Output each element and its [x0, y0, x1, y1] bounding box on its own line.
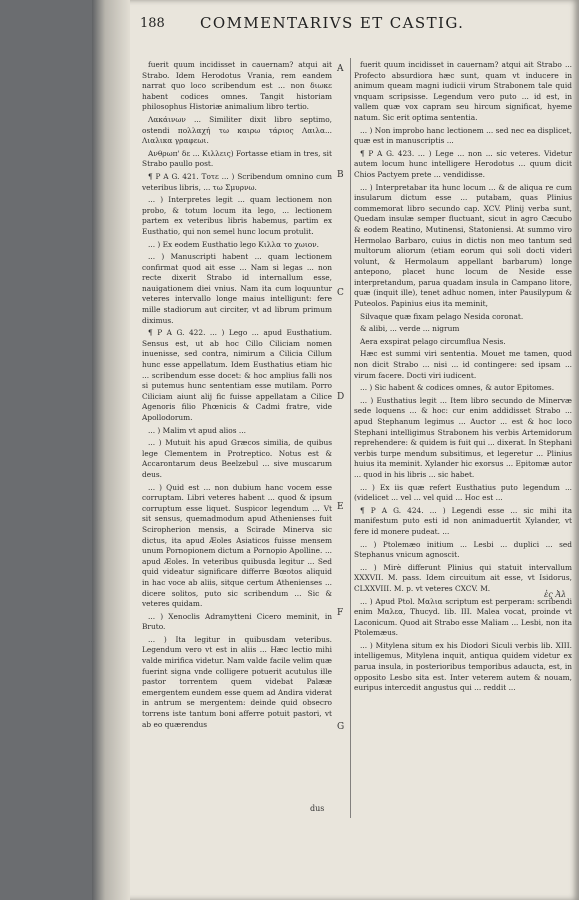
right-column — [354, 60, 572, 696]
paragraph: ... ) Ex iis quæ refert Eusthatius puto legendum ... (videlicet ... vel ... vel quid ... Hoc est ... — [354, 482, 572, 503]
paragraph: ... ) Apud Ptol. Μαλια scriptum est perperam: scribendi enim Μαλεα, Thucyd. lib. III. Malea vocat, proinde vt Laconicum. Quod ait Strabo esse Maliam ... Lesbi, non ita Ptolemæus. — [354, 596, 572, 638]
margin-letter: C — [337, 288, 344, 298]
paragraph: & alibi, ... verde ... nigrum — [360, 324, 460, 334]
paragraph: ... ) Ex eodem Eusthatio lego Κιλλα το χωιον. — [148, 239, 320, 249]
book-page — [92, 0, 579, 900]
paragraph: ... ) Malim vt apud alios ... — [148, 425, 246, 435]
paragraph: Ανθρωπ' δε ... Κιλλεις) Fortasse etiam in tres, sit Strabo paullo post. — [142, 148, 332, 169]
paragraph: ... ) Mirè differunt Plinius qui statuit intervallum XXXVII. M. pass. Idem circuitum ait esse, vt Isidorus, CLXXVIII. M. p. vt veteres CXCV. M. — [354, 562, 572, 593]
paragraph: ¶ P A G. 422. ... ) Lego ... apud Eusthatium. Sensus est, ut ab hoc Cillo Ciliciam nomen inuenisse, sed contra, nimirum a Cilicia Cillum hunc esse appellatum. Idem Eusthatius etiam hic ... scribendum esse docet: & hoc amplius falli nos si putemus hunc sententiam esse mutilam. Porro Ciliciam aiunt alij fic fuisse appellatam a Cilice Agenoris filio Phœnicis & Cadmi fratre, vide Apollodorum. — [142, 328, 332, 422]
paragraph: ... ) Eusthatius legit ... Item libro secundo de Minervæ sede loquens ... & hoc: cur enim addidisset Strabo ... apud Stephanum legimus ... Auctor ... est & hoc loco Stephani intelligimus Strabonem his verbis Artemidorum reprehendere: & quidem is fuit qui ... dixerat. In Stephani verbis turpe mendum subsitimus, et legeretur ... Plinius huius ita meminit. Xylander hic exorsus ... Epitomæ autor ... quod in his libris ... sic habet. — [354, 395, 572, 479]
paragraph: ... ) Xenoclis Adramytteni Cicero meminit, in Bruto. — [142, 611, 332, 632]
page-number: 188 — [140, 16, 165, 31]
paragraph: ¶ P A G. 424. ... ) Legendi esse ... sic mihi ita manifestum puto esti id non animaduertit Xylander, vt fere id monere pudeat. ... — [354, 505, 572, 536]
left-column — [142, 60, 332, 732]
margin-letter: E — [337, 502, 344, 512]
paragraph: ... ) Interpretes legit ... quam lectionem non probo, & totum locum ita lego, ... lectionem partem ex veteribus libris habemus, partim ex Eusthatio, qui non semel hunc locum protulit. — [142, 195, 332, 236]
paragraph: fuerit quum incidisset in cauernam? atqui ait Strabo. Idem Herodotus Vrania, rem eandem narrat quo loco scribendum est ... non διωκε habent codices omnes. Tangit historiam philosophus Historiæ animalium libro tertio. — [142, 60, 332, 112]
margin-letter: D — [337, 392, 345, 402]
page-header — [140, 12, 570, 34]
paragraph: ... ) Quid est ... non dubium hanc vocem esse corruptam. Libri veteres habent ... quod & ipsum corruptum esse liquet. Suspicor legendum ... Vt sit sensus, quemadmodum apud Athenienses fuit Sciropherion mensis, a Scirade Minerva sic dictus, ita apud Æoles Asiaticos fuisse mensem unum Pornopionem dictum a Pornopio Apolline. ... apud Æoles. In veteribus quibusda legitur ... Sed quid videatur significare differre Bœotos aliquid in hac voce ab aliis, sitque certum Athenienses ... dicere solitos, puto sic scribendum ... Sic & veteres quidam. — [142, 482, 332, 609]
paragraph: fuerit quum incidisset in cauernam? atqui ait Strabo ... Profecto absurdiora hæc sunt, quam vt inducere in animum queam magni iudicii virum Strabonem tale quid vnquam scripsisse. Legendum vero puto ... id est, in vallem quæ vox capram seu hircum significat, hyeme natum. Sic erit optima sententia. — [354, 60, 572, 122]
paragraph: ¶ P A G. 421. Τοτε ... ) Scribendum omnino cum veteribus libris, ... τω Σμυρνω. — [142, 171, 332, 192]
catchword-right: ἐς Ἀλ — [544, 590, 567, 599]
paragraph: Silvaque quæ fixam pelago Nesida coronat. — [360, 311, 524, 321]
paragraph: ... ) Ita legitur in quibusdam veteribus. Legendum vero vt est in aliis ... Hæc lectio mihi valde mirifica videtur. Nam valde facile velim quæ fuerint signa vnde colligere potuerit acutulus ille pastor torrentem quem videbat Palææ emergentem eundem esse quem ad Andira viderat in antrum se mergentem: deinde quid obsecro torrens iste tantum boni afferre potuit pastori, vt ab eo quærendus — [142, 634, 332, 729]
paragraph: ¶ P A G. 423. ... ) Lege ... non ... sic veteres. Videtur autem locum hunc intelligere Herodotus ... quum dicit Chios Pactyem prete ... vendidisse. — [354, 148, 572, 179]
paragraph: ... ) Mutuit his apud Græcos similia, de quibus lege Clementem in Protreptico. Notus est & Accarontarum deus Beelzebul ... sive muscarum deus. — [142, 438, 332, 479]
paragraph: ... ) Non improbo hanc lectionem ... sed nec ea displicet, quæ est in manuscriptis ... — [354, 125, 572, 146]
running-title: COMMENTARIVS ET CASTIG. — [200, 14, 465, 32]
paragraph: ... ) Manuscripti habent ... quam lectionem confirmat quod ait esse ... Nam si legas ... non recte dixerit Strabo id internallum esse, nauigationem diei vnius. Nam ita cum loquuntur veteres intervallo longe maius intelligunt: fere mille stadiorum aut circiter, vt ad librum primum diximus. — [142, 252, 332, 325]
margin-letter: B — [337, 170, 344, 180]
paragraph: ... ) Ptolemæo initium ... Lesbi ... duplici ... sed Stephanus vnicum agnoscit. — [354, 539, 572, 560]
margin-letter: A — [337, 64, 344, 74]
paragraph: Aera exspirat pelago circumflua Nesis. — [360, 336, 506, 346]
paragraph: Hæc est summi viri sententia. Mouet me tamen, quod non dicit Strabo ... nisi ... id contingere: sed ipsam ... virum facere. Docti viri iudicent. — [354, 349, 572, 380]
paragraph: ... ) Mitylena situm ex his Diodori Siculi verbis lib. XIII. intelligemus, Mitylena inquit, antiqua quidem videtur ex parua insula, in posterioribus temporibus adaucta, est, in opposito Lesbo sita est. Inter veterem autem & nouam, euripus intercedit angustus qui ... reddit ... — [354, 640, 572, 693]
catchword-left: dus — [310, 804, 325, 813]
paragraph: Λακάινων ... Similiter dixit libro septimo, ostendi πολλαχή τω καιρω τάριος Λαιλα... Λιαλικα γραφεωι. — [142, 114, 332, 146]
paragraph: ... ) Sic habent & codices omnes, & autor Epitomes. — [360, 383, 555, 393]
margin-letter: F — [337, 608, 344, 618]
margin-letters — [335, 62, 351, 822]
paragraph: ... ) Interpretabar ita hunc locum ... & de aliqua re cum insularum dictum esse ... putabam, quas Plinius commemorat libro secundo cap. XCV. Plinij verba sunt, Quedam insulæ semper fluctuant, sicut in agro Cæcubo & eodem Reatino, Mutinensi, Statoniensi. At summo viro Hermolao Barbaro, cuius in dictis non meo tantum sed multorum aliorum (etiam eorum qui soli docti videri volunt, & Hermolaum appellant barbarum) longe antepono, placet hunc locum de Neside esse interpretandum, parua quadam insula in Campano litore, quæ (inquit ille), tenet adhuc nomen, inter Pausilypum & Puteolos. Papinius eius ita meminit, — [354, 182, 572, 309]
margin-letter: G — [337, 722, 345, 732]
